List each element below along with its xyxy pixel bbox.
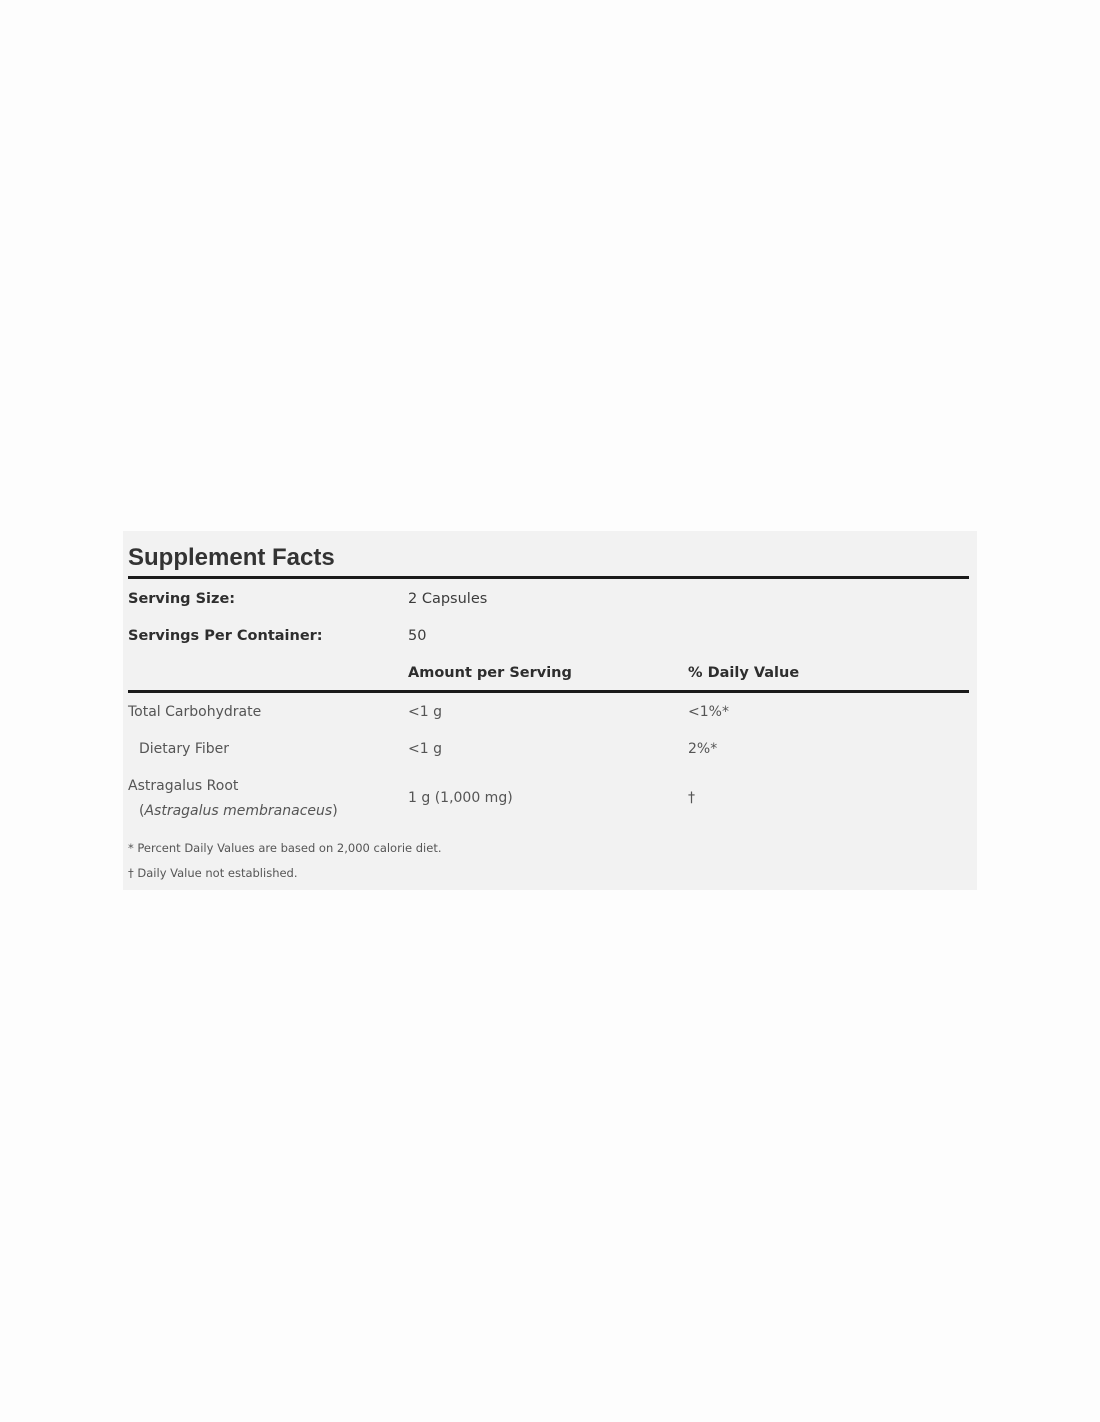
nutrient-name: Dietary Fiber	[139, 741, 230, 757]
supplement-facts-panel	[123, 531, 977, 890]
ingredient-latin-name: (Astragalus membranaceus)	[139, 803, 338, 819]
nutrient-daily-value: 2%*	[688, 741, 718, 757]
footnote-percent-daily-values: * Percent Daily Values are based on 2,000 calorie diet.	[128, 841, 442, 855]
servings-per-container-value: 50	[408, 628, 427, 644]
servings-per-container-label: Servings Per Container:	[128, 628, 323, 644]
amount-per-serving-header: Amount per Serving	[408, 665, 572, 681]
ingredient-amount: 1 g (1,000 mg)	[408, 790, 513, 806]
footnote-dagger: † Daily Value not established.	[128, 866, 298, 880]
nutrient-amount: <1 g	[408, 741, 442, 757]
nutrient-daily-value: <1%*	[688, 704, 729, 720]
ingredient-name: Astragalus Root	[128, 778, 239, 794]
serving-size-label: Serving Size:	[128, 591, 236, 607]
ingredient-daily-value: †	[688, 790, 695, 806]
panel-title: Supplement Facts	[128, 544, 335, 571]
header-divider	[128, 690, 969, 693]
title-divider	[128, 576, 969, 579]
nutrient-name: Total Carbohydrate	[128, 704, 262, 720]
daily-value-header: % Daily Value	[688, 665, 800, 681]
nutrient-amount: <1 g	[408, 704, 442, 720]
serving-size-value: 2 Capsules	[408, 591, 488, 607]
